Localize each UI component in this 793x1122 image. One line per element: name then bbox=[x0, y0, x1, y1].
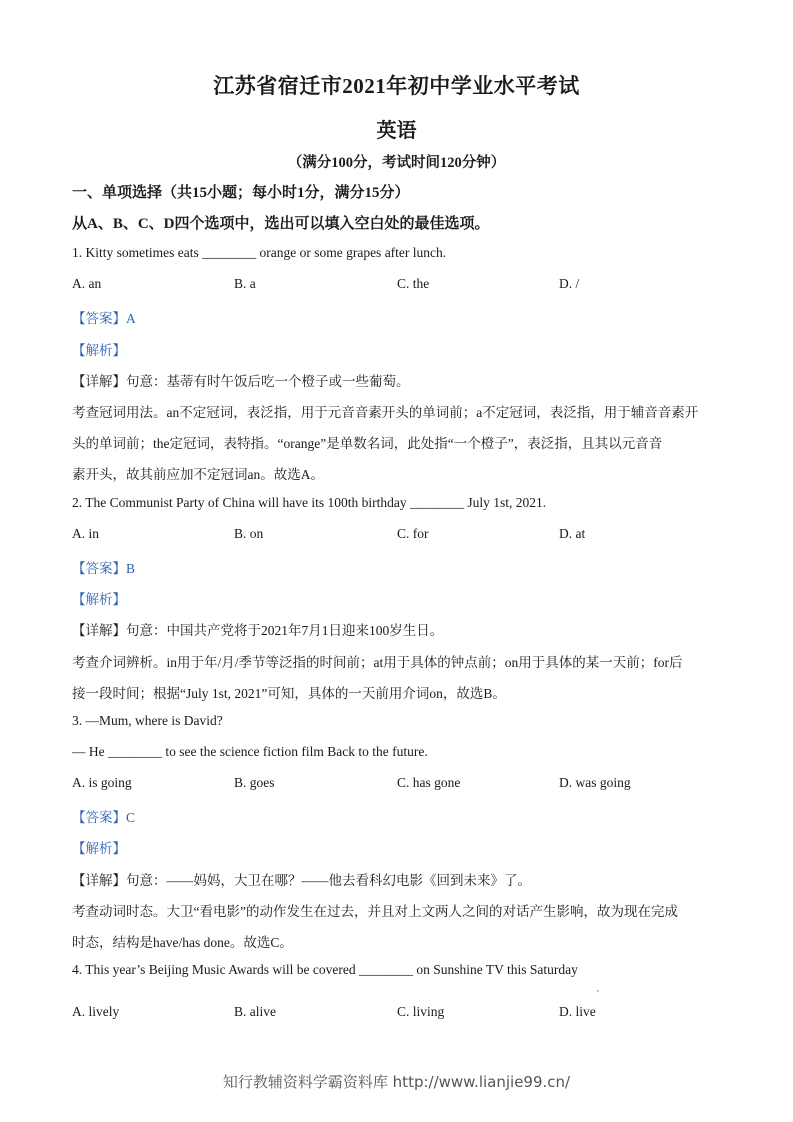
question-2-options bbox=[72, 526, 722, 544]
question-3-options bbox=[72, 775, 722, 793]
analysis-label: 【解析】 bbox=[72, 592, 126, 607]
question-4-options bbox=[72, 1004, 722, 1022]
exam-title: 江苏省宿迁市2021年初中学业水平考试 bbox=[213, 74, 580, 98]
question-3-stem-reply: — He ________ to see the science fiction film Back to the future. bbox=[72, 744, 428, 759]
explain-line: 考查介词辨析。in用于年/月/季节等泛指的时间前；at用于具体的钟点前；on用于具体的某一天前；for后 bbox=[72, 655, 683, 670]
option-d: D. / bbox=[559, 276, 580, 291]
analysis-label: 【解析】 bbox=[72, 343, 126, 358]
detail-text: 【详解】句意：基蒂有时午饭后吃一个橙子或一些葡萄。 bbox=[72, 374, 410, 389]
option-c: C. for bbox=[397, 526, 429, 541]
option-b: B. a bbox=[234, 276, 256, 291]
option-a: A. lively bbox=[72, 1004, 120, 1019]
question-3-stem: 3. —Mum, where is David? bbox=[72, 713, 223, 728]
explain-line: 接一段时间；根据“July 1st, 2021”可知，具体的一天前用介词on，故选B。 bbox=[72, 686, 506, 701]
detail-text: 【详解】句意：中国共产党将于2021年7月1日迎来100岁生日。 bbox=[72, 623, 444, 638]
option-d: D. live bbox=[559, 1004, 596, 1019]
footer-watermark: 知行教辅资料学霸资料库 http://www.lianjie99.cn/ bbox=[222, 1073, 571, 1091]
detail-text: 【详解】句意：——妈妈，大卫在哪？——他去看科幻电影《回到未来》了。 bbox=[72, 873, 531, 888]
explain-line: 素开头，故其前应加不定冠词an。故选A。 bbox=[72, 467, 324, 482]
answer-label: 【答案】C bbox=[72, 810, 136, 825]
scan-mark: , bbox=[597, 984, 599, 993]
explain-line: 头的单词前；the定冠词，表特指。“orange”是单数名词，此处指“一个橙子”，表泛指，且其以元音音 bbox=[72, 436, 663, 451]
option-b: B. goes bbox=[234, 775, 275, 790]
exam-note: （满分100分，考试时间120分钟） bbox=[287, 155, 506, 171]
option-c: C. the bbox=[397, 276, 430, 291]
answer-label bbox=[72, 307, 733, 327]
explain-line: 时态，结构是have/has done。故选C。 bbox=[72, 935, 293, 950]
answer-text: 【答案】A bbox=[72, 311, 136, 326]
question-4-stem: 4. This year’s Beijing Music Awards will be covered ________ on Sunshine TV this Saturday bbox=[72, 962, 578, 977]
question-1-stem: 1. Kitty sometimes eats ________ orange or some grapes after lunch. bbox=[72, 245, 447, 260]
explain-line: 考查冠词用法。an不定冠词，表泛指，用于元音音素开头的单词前；a不定冠词，表泛指，用于辅音音素开 bbox=[72, 405, 699, 420]
option-a: A. an bbox=[72, 276, 102, 291]
section-instruction: 从A、B、C、D四个选项中，选出可以填入空白处的最佳选项。 bbox=[72, 216, 490, 232]
option-a: A. in bbox=[72, 526, 99, 541]
option-b: B. on bbox=[234, 526, 264, 541]
option-c: C. has gone bbox=[397, 775, 461, 790]
question-1-options bbox=[72, 276, 722, 294]
question-2-stem: 2. The Communist Party of China will have its 100th birthday ________ July 1st, 2021. bbox=[72, 495, 547, 510]
option-c: C. living bbox=[397, 1004, 445, 1019]
option-a: A. is going bbox=[72, 775, 132, 790]
option-b: B. alive bbox=[234, 1004, 276, 1019]
answer-label: 【答案】B bbox=[72, 561, 136, 576]
option-d: D. at bbox=[559, 526, 586, 541]
analysis-label: 【解析】 bbox=[72, 841, 126, 856]
subject-title: 英语 bbox=[376, 120, 417, 142]
option-d: D. was going bbox=[559, 775, 631, 790]
explain-line: 考查动词时态。大卫“看电影”的动作发生在过去，并且对上文两人之间的对话产生影响，故为现在完成 bbox=[72, 904, 678, 919]
section-heading: 一、单项选择（共15小题；每小时1分，满分15分） bbox=[72, 185, 410, 201]
